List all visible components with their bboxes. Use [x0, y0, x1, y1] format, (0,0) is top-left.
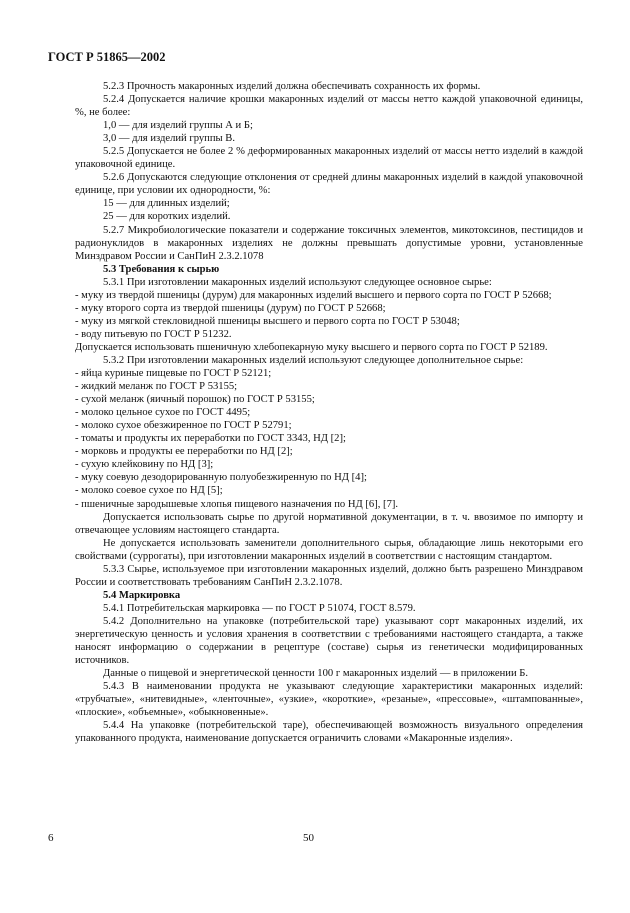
paragraph: 5.4.3 В наименовании продукта не указывают следующие характеристики макаронных изделий: «трубчатые», «нитевидные», «ленточные», «узкие», «короткие», «резаные», «прессовые», «штампованные», «плоские», «объемные», «обыкновенные».: [75, 681, 583, 719]
paragraph: - томаты и продукты их переработки по ГОСТ 3343, НД [2];: [75, 433, 346, 445]
paragraph: - жидкий меланж по ГОСТ Р 53155;: [75, 381, 238, 393]
paragraph: - муку соевую дезодорированную полуобезжиренную по НД [4];: [75, 472, 367, 484]
paragraph: Данные о пищевой и энергетической ценности 100 г макаронных изделий — в приложении Б.: [103, 668, 528, 680]
paragraph: Допускается использовать пшеничную хлебопекарную муку высшего и первого сорта по ГОСТ Р 52189.: [75, 341, 548, 353]
paragraph: 1,0 — для изделий группы А и Б;: [103, 120, 253, 132]
section-heading: 5.3 Требования к сырью: [103, 263, 220, 275]
paragraph: - муку второго сорта из твердой пшеницы (дурум) по ГОСТ Р 52668;: [75, 302, 386, 314]
paragraph: 5.2.6 Допускаются следующие отклонения от средней длины макаронных изделий в каждой упаковочной единице, при условии их однородности, %:: [75, 172, 583, 197]
paragraph: - молоко соевое сухое по НД [5];: [75, 485, 223, 497]
section-heading: 5.4 Маркировка: [103, 589, 181, 601]
paragraph: 5.2.7 Микробиологические показатели и содержание токсичных элементов, микотоксинов, пестицидов и радионуклидов в макаронных изделиях не должны превышать допустимые уровни, установленные Минздравом России и СанПиН 2.3.2.1078: [75, 224, 583, 262]
paragraph: - морковь и продукты ее переработки по НД [2];: [75, 446, 293, 458]
paragraph: - муку из твердой пшеницы (дурум) для макаронных изделий высшего и первого сорта по ГОСТ Р 52668;: [75, 289, 552, 301]
paragraph: Допускается использовать сырье по другой нормативной документации, в т. ч. ввозимое по импорту и отвечающее условиям настоящего стандарта.: [75, 511, 583, 536]
page-number-center: 50: [303, 832, 314, 844]
paragraph: - воду питьевую по ГОСТ Р 51232.: [75, 328, 232, 340]
paragraph: - сухой меланж (яичный порошок) по ГОСТ Р 53155;: [75, 394, 315, 406]
document-body: [75, 80, 583, 745]
paragraph: 5.3.3 Сырье, используемое при изготовлении макаронных изделий, должно быть разрешено Минздравом России и соответствовать требованиям СанПиН 2.3.2.1078.: [75, 563, 583, 588]
paragraph: - пшеничные зародышевые хлопья пищевого назначения по НД [6], [7].: [75, 498, 399, 510]
paragraph: 5.4.1 Потребительская маркировка — по ГОСТ Р 51074, ГОСТ 8.579.: [103, 602, 416, 614]
paragraph: 5.3.1 При изготовлении макаронных изделий используют следующее основное сырье:: [103, 276, 492, 288]
paragraph: 5.4.4 На упаковке (потребительской таре), обеспечивающей возможность визуального определения упакованного продукта, наименование допускается ограничить словами «Макаронные изделия».: [75, 720, 583, 745]
paragraph: - яйца куриные пищевые по ГОСТ Р 52121;: [75, 368, 272, 380]
paragraph: 3,0 — для изделий группы В.: [103, 133, 235, 145]
paragraph: 5.4.2 Дополнительно на упаковке (потребительской таре) указывают сорт макаронных изделий, их энергетическую ценность и условия хранения в соответствии с требованиями настоящего стандарта, а также наносят информацию о содержании в рецептуре (составе) сырья из генетически модифицированных источников.: [75, 615, 583, 667]
page-number-left: 6: [48, 832, 54, 844]
paragraph: 5.2.5 Допускается не более 2 % деформированных макаронных изделий от массы нетто изделий в каждой упаковочной единице.: [75, 146, 583, 171]
paragraph: 5.3.2 При изготовлении макаронных изделий используют следующее дополнительное сырье:: [103, 354, 524, 366]
document-header: ГОСТ Р 51865—2002: [48, 50, 166, 64]
paragraph: 5.2.3 Прочность макаронных изделий должна обеспечивать сохранность их формы.: [103, 81, 481, 92]
paragraph: Не допускается использовать заменители дополнительного сырья, обладающие лишь некоторыми его свойствами (суррогаты), при изготовлении макаронных изделий в соответствии с настоящим стандартом.: [75, 537, 583, 562]
paragraph: - муку из мягкой стекловидной пшеницы высшего и первого сорта по ГОСТ Р 53048;: [75, 315, 460, 327]
paragraph: - молоко сухое обезжиренное по ГОСТ Р 52791;: [75, 420, 292, 432]
paragraph: 25 — для коротких изделий.: [103, 211, 231, 223]
paragraph: 5.2.4 Допускается наличие крошки макаронных изделий от массы нетто каждой упаковочной единицы, %, не более:: [75, 94, 583, 119]
paragraph: - сухую клейковину по НД [3];: [75, 459, 214, 471]
paragraph: - молоко цельное сухое по ГОСТ 4495;: [75, 407, 251, 419]
paragraph: 15 — для длинных изделий;: [103, 198, 230, 210]
